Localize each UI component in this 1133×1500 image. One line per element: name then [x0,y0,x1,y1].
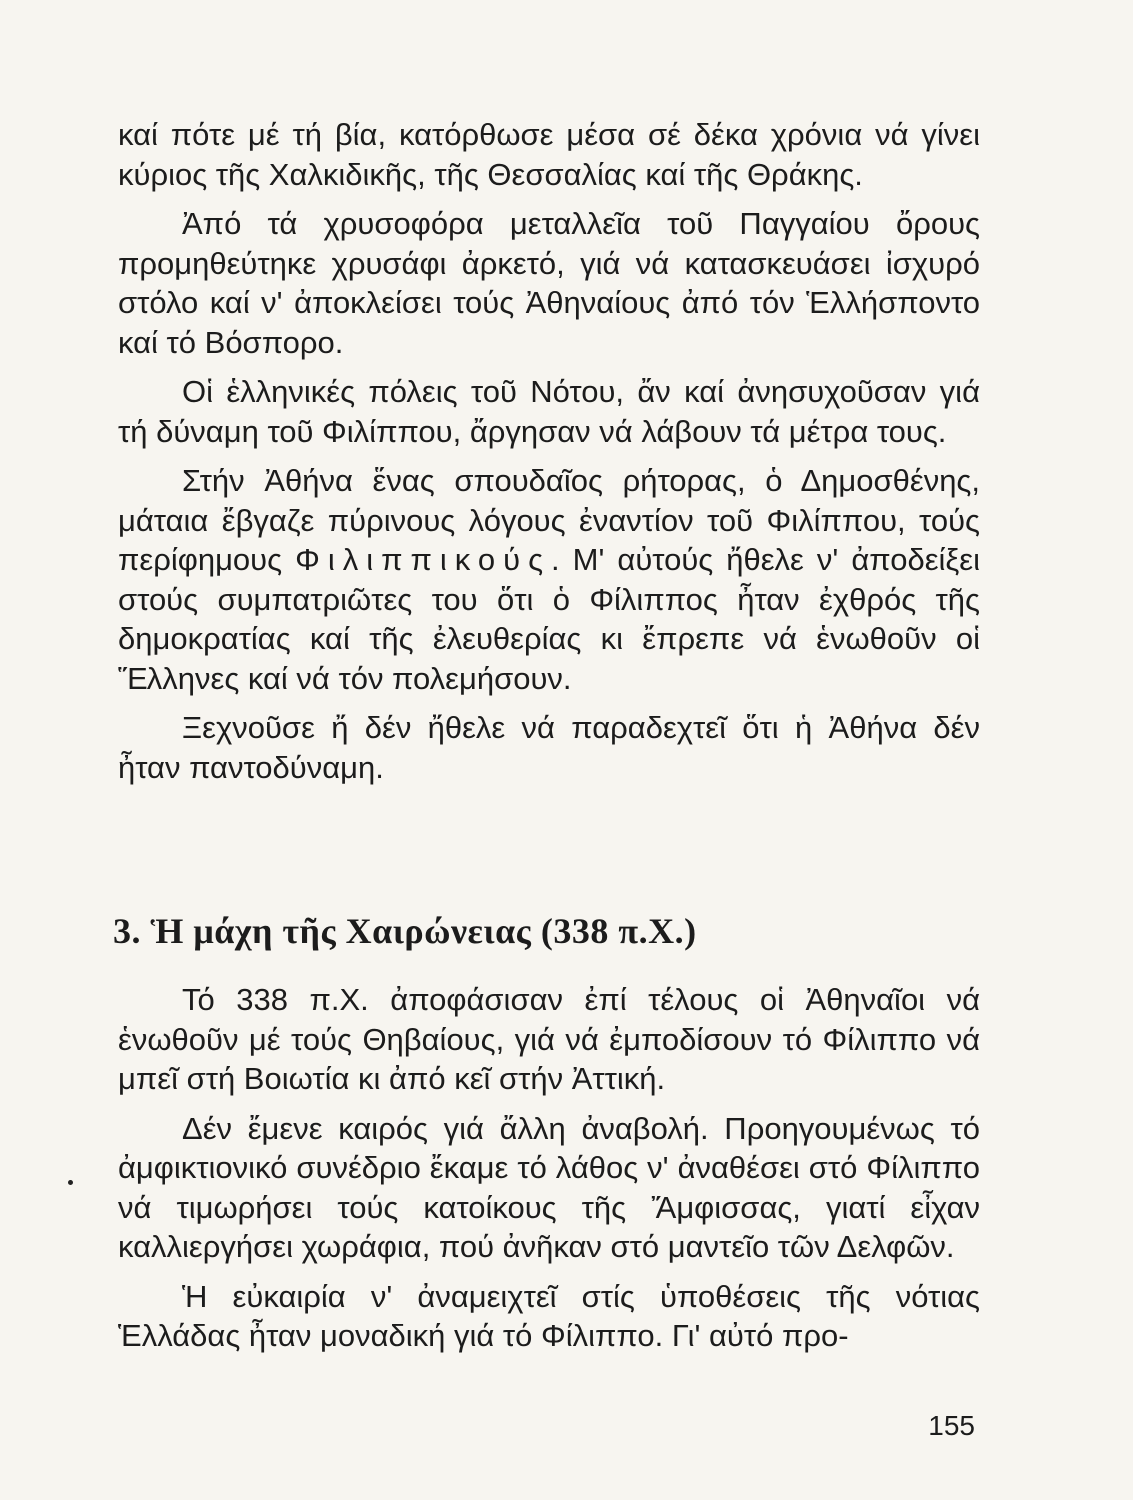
body-text-section-1 [118,115,980,797]
page-number: 155 [928,1410,975,1441]
philippics-emphasis: Φιλιππικούς [295,542,552,577]
ink-speck [68,1180,73,1185]
paragraph-demosthenes [118,461,980,698]
paragraph-6: Τό 338 π.Χ. ἀποφάσισαν ἐπί τέλους οἱ Ἀθηναῖοι νά ἑνωθοῦν μέ τούς Θηβαίους, γιά νά ἐμποδίσουν τό Φίλιππο νά μπεῖ στή Βοιωτία κι ἀπό κεῖ στήν Ἀττική. [118,982,980,1096]
paragraph-demosthenes-before: Στήν Ἀθήνα ἕνας σπουδαῖος ρήτορας, ὁ Δημοσθένης, μάταια ἔβγαζε πύρινους λόγους ἐναντίον τοῦ Φιλίππου, τούς περίφημους [118,463,980,577]
paragraph-8: Ἡ εὐκαιρία ν' ἀναμειχτεῖ στίς ὑποθέσεις τῆς νότιας Ἑλλάδας ἦταν μοναδική γιά τό Φίλιππο. Γι' αὐτό προ- [118,1278,980,1353]
section-heading: 3. Ἡ μάχη τῆς Χαιρώνειας (338 π.Χ.) [113,911,697,951]
paragraph-demosthenes-after: . Μ' αὐτούς ἤθελε ν' ἀποδείξει στούς συμπατριῶτες του ὅτι ὁ Φίλιππος ἦταν ἐχθρός τῆς δημοκρατίας καί τῆς ἐλευθερίας κι ἔπρεπε νά ἑνωθοῦν οἱ Ἕλληνες καί νά τόν πολεμήσουν. [118,542,980,696]
paragraph-3: Οἱ ἑλληνικές πόλεις τοῦ Νότου, ἄν καί ἀνησυχοῦσαν γιά τή δύναμη τοῦ Φιλίππου, ἄργησαν νά λάβουν τά μέτρα τους. [118,374,980,449]
paragraph-5: Ξεχνοῦσε ἤ δέν ἤθελε νά παραδεχτεῖ ὅτι ἡ Ἀθήνα δέν ἦταν παντοδύναμη. [118,710,980,785]
paragraph-1: καί πότε μέ τή βία, κατόρθωσε μέσα σέ δέκα χρόνια νά γίνει κύριος τῆς Χαλκιδικῆς, τῆς Θεσσαλίας καί τῆς Θράκης. [118,117,980,192]
paragraph-2: Ἀπό τά χρυσοφόρα μεταλλεῖα τοῦ Παγγαίου ὄρους προμηθεύτηκε χρυσάφι ἀρκετό, γιά νά κατασκευάσει ἰσχυρό στόλο καί ν' ἀποκλείσει τούς Ἀθηναίους ἀπό τόν Ἑλλήσποντο καί τό Βόσπορο. [118,206,980,360]
body-text-section-2 [118,980,980,1366]
paragraph-7: Δέν ἔμενε καιρός γιά ἄλλη ἀναβολή. Προηγουμένως τό ἀμφικτιονικό συνέδριο ἔκαμε τό λάθος ν' ἀναθέσει στό Φίλιππο νά τιμωρήσει τούς κατοίκους τῆς Ἄμφισσας, γιατί εἶχαν καλλιεργήσει χωράφια, πού ἀνῆκαν στό μαντεῖο τῶν Δελφῶν. [118,1110,980,1264]
